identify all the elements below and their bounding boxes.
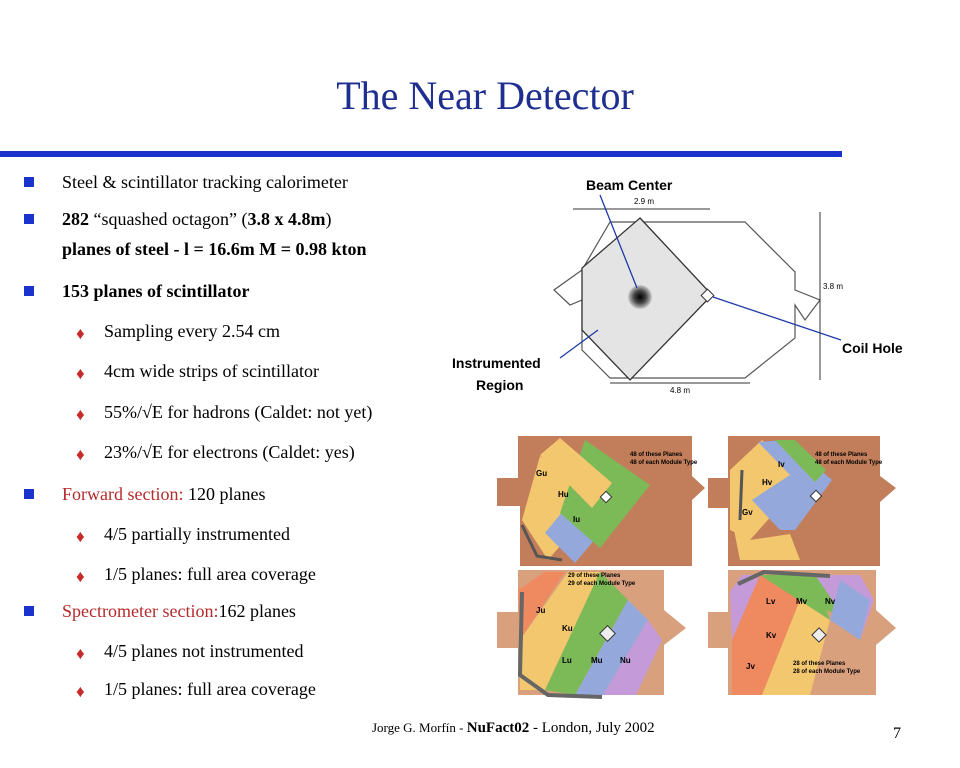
module-note: 48 of each Module Type <box>630 460 698 466</box>
module-label: Iu <box>573 515 581 524</box>
diamond-bullet-icon: ♦ <box>76 567 85 586</box>
module-note: 48 of these Planes <box>815 452 868 458</box>
beam-center-marker <box>628 285 652 309</box>
instrumented-region-label-2: Region <box>476 377 524 393</box>
module-label: Jv <box>746 662 755 671</box>
coil-hole-label: Coil Hole <box>842 340 903 356</box>
module-label: Lu <box>562 656 572 665</box>
module-label: Kv <box>766 631 777 640</box>
module-label: Mu <box>591 656 603 665</box>
module-label: Nu <box>620 656 631 665</box>
module-label: Ju <box>536 606 546 615</box>
module-label: Ku <box>562 624 573 633</box>
module-note: 28 of these Planes <box>793 661 846 667</box>
diamond-bullet-icon: ♦ <box>76 445 85 464</box>
module-label: Hu <box>558 490 569 499</box>
diamond-bullet-icon: ♦ <box>76 682 85 701</box>
page-number: 7 <box>893 725 901 742</box>
instrumented-region-label-1: Instrumented <box>452 355 541 371</box>
module-note: 29 of each Module Type <box>568 581 636 587</box>
module-label: Mv <box>796 597 808 606</box>
footer-credit: Jorge G. Morfín - NuFact02 - London, July 2002 <box>372 720 655 736</box>
module-label: Gu <box>536 469 548 478</box>
slide-title: The Near Detector <box>336 73 634 118</box>
module-map-bl <box>497 570 686 697</box>
beam-center-label: Beam Center <box>586 177 673 193</box>
diamond-bullet-icon: ♦ <box>76 324 85 343</box>
diamond-bullet-icon: ♦ <box>76 364 85 383</box>
diamond-bullet-icon: ♦ <box>76 644 85 663</box>
module-note: 48 of these Planes <box>630 452 683 458</box>
dim-bottom-label: 4.8 m <box>670 386 691 395</box>
module-note: 28 of each Module Type <box>793 669 861 675</box>
diamond-bullet-icon: ♦ <box>76 405 85 424</box>
module-note: 29 of these Planes <box>568 573 621 579</box>
octagon-diagram <box>554 195 844 383</box>
dim-top-label: 2.9 m <box>634 197 655 206</box>
module-label: Nv <box>825 597 836 606</box>
module-label: Hv <box>762 478 773 487</box>
module-note: 48 of each Module Type <box>815 460 883 466</box>
module-map-br <box>708 570 896 695</box>
module-label: Lv <box>766 597 776 606</box>
module-map-tr <box>708 436 896 566</box>
dim-right-label: 3.8 m <box>823 282 844 291</box>
module-label: Iv <box>778 460 785 469</box>
diamond-bullet-icon: ♦ <box>76 527 85 546</box>
module-label: Gv <box>742 508 753 517</box>
